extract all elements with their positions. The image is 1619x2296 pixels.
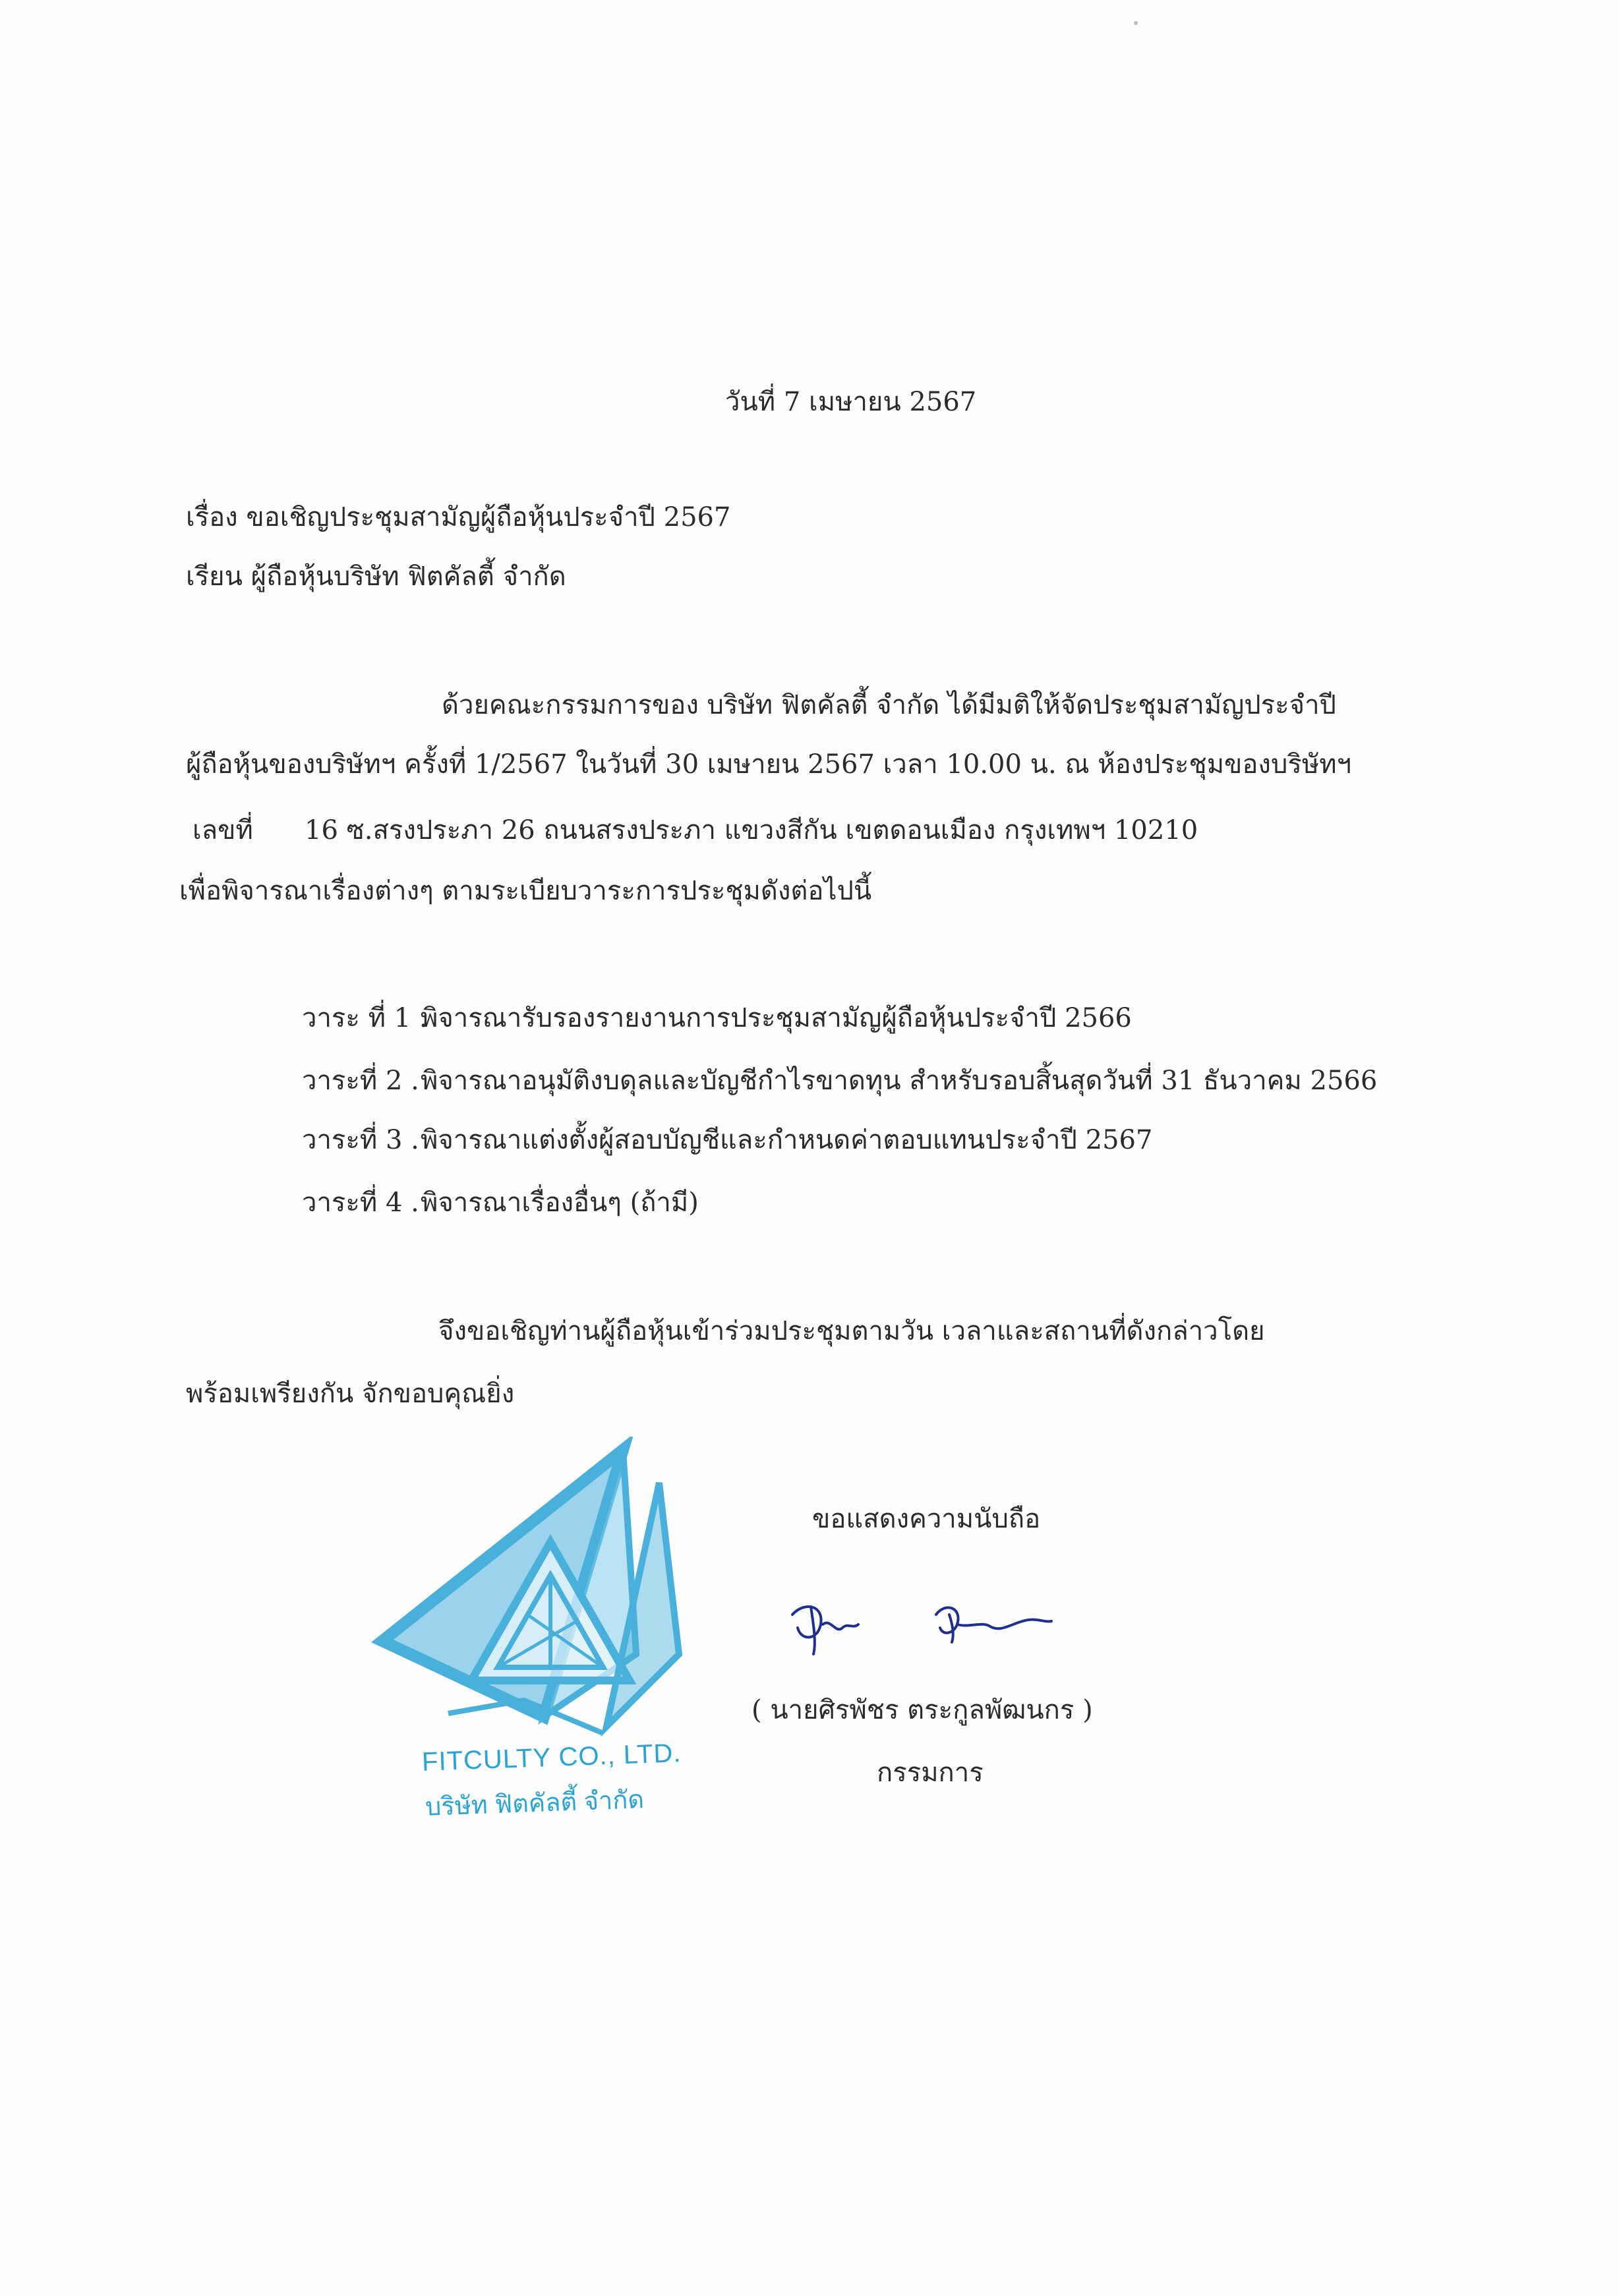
agenda-text: พิจารณาอนุมัติงบดุลและบัญชีกำไรขาดทุน สำหรับรอบสิ้นสุดวันที่ 31 ธันวาคม 2566 [421, 1066, 1378, 1096]
handwritten-signature-icon [784, 1588, 1061, 1667]
body-line-4: เพื่อพิจารณาเรื่องต่างๆ ตามระเบียบวาระการประชุมดังต่อไปนี้ [179, 876, 872, 906]
body-line-2: ผู้ถือหุ้นของบริษัทฯ ครั้งที่ 1/2567 ในวันที่ 30 เมษายน 2567 เวลา 10.00 น. ณ ห้องประชุมของบริษัทฯ [186, 749, 1352, 780]
regards-text: ขอแสดงความนับถือ [812, 1504, 1041, 1534]
stamp-company-en: FITCULTY CO., LTD. [421, 1738, 682, 1777]
signer-title: กรรมการ [877, 1758, 984, 1788]
agenda-number: วาระที่ 4 . [302, 1188, 419, 1218]
closing-line-1: จึงขอเชิญท่านผู้ถือหุ้นเข้าร่วมประชุมตามวัน เวลาและสถานที่ดังกล่าวโดย [438, 1316, 1265, 1346]
signer-name: ( นายศิรพัชร ตระกูลพัฒนกร ) [751, 1695, 1093, 1725]
agenda-text: พิจารณาแต่งตั้งผู้สอบบัญชีและกำหนดค่าตอบแทนประจำปี 2567 [421, 1125, 1153, 1155]
agenda-item [302, 1061, 1377, 1101]
scan-speck [1134, 21, 1138, 25]
agenda-number: วาระที่ 2 . [302, 1066, 419, 1096]
agenda-item [302, 1120, 1152, 1160]
address-label: เลขที่ [192, 815, 253, 846]
agenda-text: พิจารณาเรื่องอื่นๆ (ถ้ามี) [421, 1188, 699, 1218]
agenda-number: วาระ ที่ 1 . [302, 1003, 428, 1033]
letter-subject: เรื่อง ขอเชิญประชุมสามัญผู้ถือหุ้นประจำปี 2567 [186, 502, 731, 532]
agenda-number: วาระที่ 3 . [302, 1125, 419, 1155]
closing-line-2: พร้อมเพรียงกัน จักขอบคุณยิ่ง [186, 1379, 515, 1409]
address-value: 16 ซ.สรงประภา 26 ถนนสรงประภา แขวงสีกัน เขตดอนเมือง กรุงเทพฯ 10210 [305, 815, 1198, 846]
agenda-item [302, 1183, 699, 1222]
body-line-1: ด้วยคณะกรรมการของ บริษัท ฟิตคัลตี้ จำกัด ได้มีมติให้จัดประชุมสามัญประจำปี [442, 690, 1336, 720]
letter-salutation: เรียน ผู้ถือหุ้นบริษัท ฟิตคัลตี้ จำกัด [186, 561, 566, 592]
agenda-text: พิจารณารับรองรายงานการประชุมสามัญผู้ถือหุ้นประจำปี 2566 [421, 1003, 1132, 1033]
agenda-item [302, 998, 1132, 1038]
stamp-company-th: บริษัท ฟิตคัลตี้ จำกัด [425, 1786, 645, 1822]
letter-date: วันที่ 7 เมษายน 2567 [725, 387, 977, 417]
body-line-address [192, 811, 1198, 850]
